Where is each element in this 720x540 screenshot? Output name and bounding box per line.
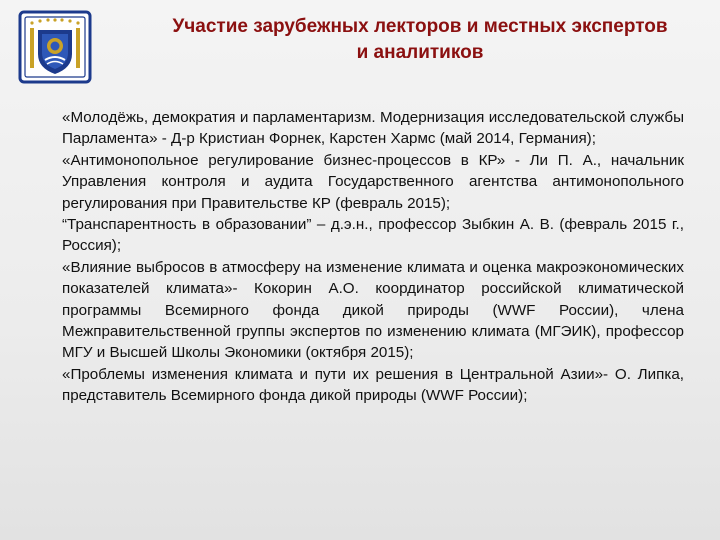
list-item: «Влияние выбросов в атмосферу на изменение климата и оценка макроэкономических показателей климата»- Кокорин А.О. координатор российской климатической программы Всемирного фонда дикой природы (WWF России), члена Межправительственной группы экспертов по изменению климата (МГЭИК), профессор МГУ и Высшей Школы Экономики (октября 2015);: [62, 258, 684, 362]
list-item: «Молодёжь, демократия и парламентаризм. Модернизация исследовательской службы Парламента» - Д-р Кристиан Форнек, Карстен Хармс (май 2014, Германия);: [62, 109, 684, 148]
emblem-icon: [18, 10, 92, 84]
title-line-2: и аналитиков: [356, 42, 484, 63]
list-item: «Проблемы изменения климата и пути их решения в Центральной Азии»- О. Липка, представитель Всемирного фонда дикой природы (WWF России);: [62, 365, 684, 405]
title-line-1: Участие зарубежных лекторов и местных экспертов: [172, 16, 668, 37]
lecture-list: [62, 107, 684, 407]
list-item: “Транспарентность в образовании” – д.э.н., профессор Зыбкин А. В. (февраль 2015 г., Россия);: [62, 216, 684, 255]
list-item: «Антимонопольное регулирование бизнес-процессов в КР» - Ли П. А., начальник Управления контроля и аудита Государственного агентства антимонопольного регулирования при Правительстве КР (февраль 2015);: [62, 151, 684, 212]
slide-title: [130, 14, 710, 66]
